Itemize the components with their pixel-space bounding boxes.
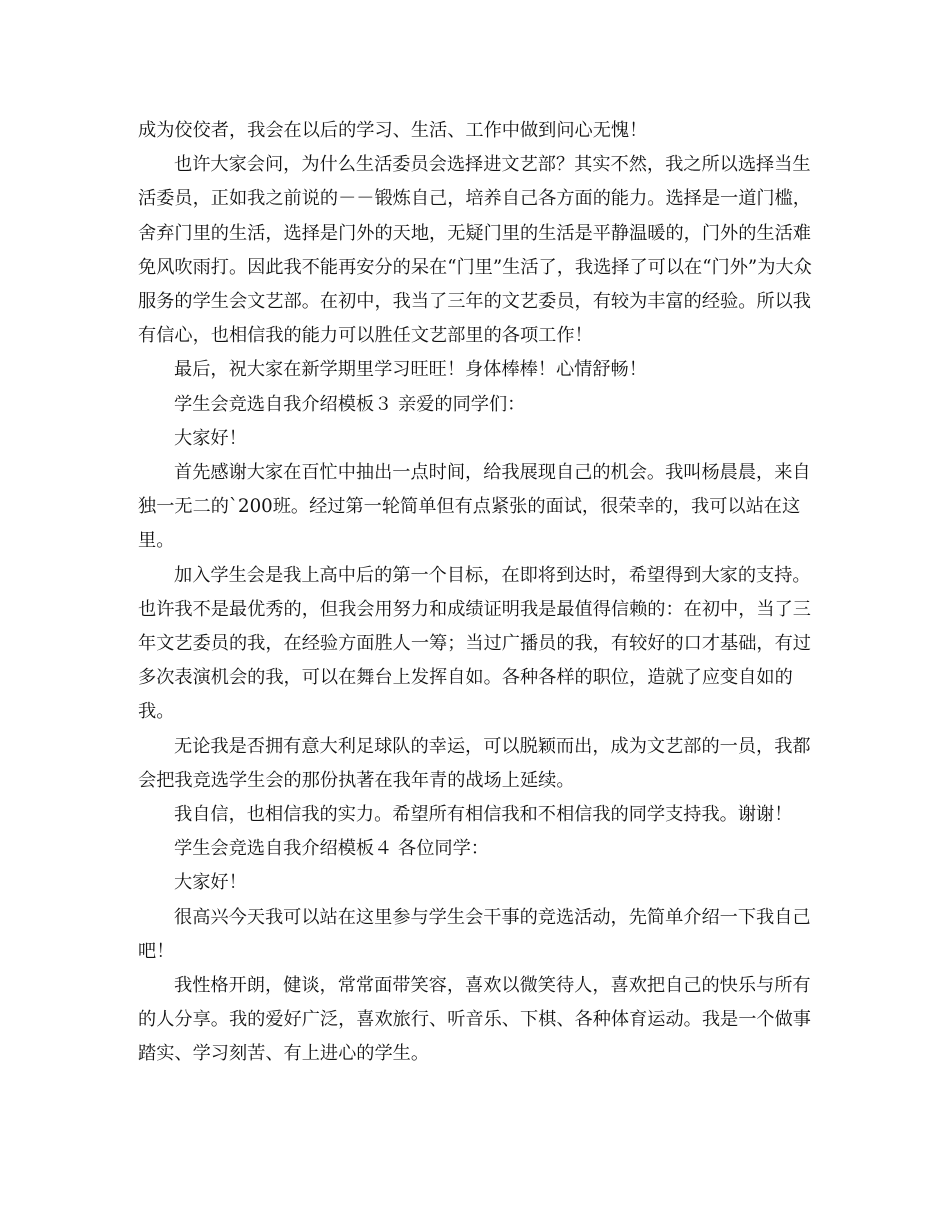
section-heading: 学生会竞选自我介绍模板３ 亲爱的同学们： <box>174 393 526 415</box>
section-heading: 学生会竞选自我介绍模板４ 各位同学： <box>174 838 489 860</box>
document-body <box>138 114 822 1072</box>
paragraph: 加入学生会是我上高中后的第一个目标，在即将到达时，希望得到大家的支持。也许我不是最优秀的，但我会用努力和成绩证明我是最值得信赖的：在初中，当了三年文艺委员的我，在经验方面胜人一筹；当过广播员的我，有较好的口才基础，有过多次表演机会的我，可以在舞台上发挥自如。各种各样的职位，造就了应变自如的我。 <box>138 564 811 723</box>
paragraph: 我自信，也相信我的实力。希望所有相信我和不相信我的同学支持我。谢谢！ <box>174 804 793 826</box>
paragraph: 无论我是否拥有意大利足球队的幸运，可以脱颖而出，成为文艺部的一员，我都会把我竞选学生会的那份执著在我年青的战场上延续。 <box>138 735 811 791</box>
paragraph: 首先感谢大家在百忙中抽出一点时间，给我展现自己的机会。我叫杨晨晨，来自独一无二的`200班。经过第一轮简单但有点紧张的面试，很荣幸的，我可以站在这里。 <box>138 462 811 552</box>
paragraph: 最后，祝大家在新学期里学习旺旺！身体棒棒！心情舒畅！ <box>174 359 647 381</box>
paragraph: 我性格开朗，健谈，常常面带笑容，喜欢以微笑待人，喜欢把自己的快乐与所有的人分享。我的爱好广泛，喜欢旅行、听音乐、下棋、各种体育运动。我是一个做事踏实、学习刻苦、有上进心的学生。 <box>138 975 811 1065</box>
paragraph: 成为佼佼者，我会在以后的学习、生活、工作中做到问心无愧！ <box>138 120 648 141</box>
paragraph: 也许大家会问，为什么生活委员会选择进文艺部？其实不然，我之所以选择当生活委员，正如我之前说的－－锻炼自己，培养自己各方面的能力。选择是一道门槛，舍弃门里的生活，选择是门外的天地，无疑门里的生活是平静温暖的，门外的生活难免风吹雨打。因此我不能再安分的呆在“门里”生活了，我选择了可以在“门外”为大众服务的学生会文艺部。在初中，我当了三年的文艺委员，有较为丰富的经验。所以我有信心，也相信我的能力可以胜任文艺部里的各项工作！ <box>138 154 812 347</box>
greeting: 大家好！ <box>174 872 247 894</box>
greeting: 大家好！ <box>174 427 247 449</box>
paragraph: 很高兴今天我可以站在这里参与学生会干事的竞选活动，先简单介绍一下我自己吧！ <box>138 906 811 962</box>
